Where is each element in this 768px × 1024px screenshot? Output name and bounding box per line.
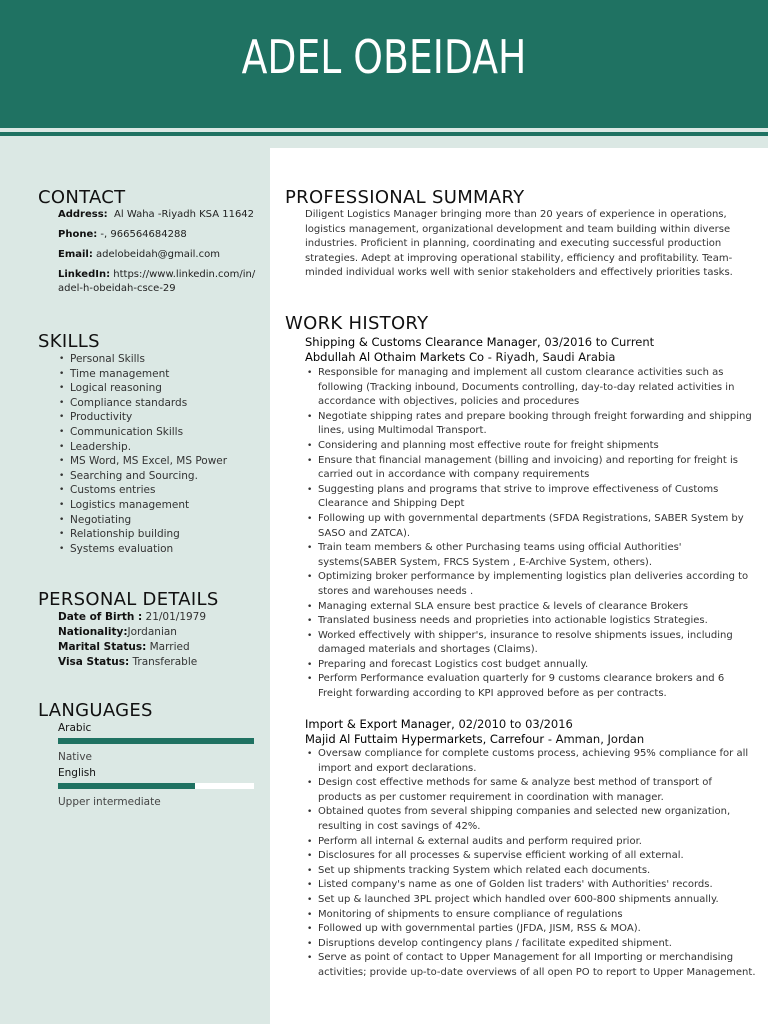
skill-item: • Logical reasoning <box>70 381 227 396</box>
skill-item: • Searching and Sourcing. <box>70 469 227 484</box>
duty-item: • Suggesting plans and programs that strive to improve effectiveness of Customs Clearance and Shipping Dept <box>318 483 756 512</box>
personal-heading: PERSONAL DETAILS <box>38 589 219 610</box>
visa-label: Visa Status: <box>58 656 130 668</box>
linkedin-link[interactable]: https://www.linkedin.com/in/adel-h-obeidah-csce-29 <box>58 269 256 294</box>
phone-label: Phone: <box>58 229 98 240</box>
contact-heading: CONTACT <box>38 187 126 208</box>
contact-phone <box>58 228 258 242</box>
skill-item: • Compliance standards <box>70 396 227 411</box>
job-company: Majid Al Futtaim Hypermarkets, Carrefour <box>305 732 545 746</box>
languages-heading: LANGUAGES <box>38 700 153 721</box>
marital-label: Marital Status: <box>58 641 147 653</box>
job-2-duties <box>318 747 756 981</box>
job-company: Abdullah Al Othaim Markets Co <box>305 350 485 364</box>
duty-item: • Responsible for managing and implement all custom clearance activities such as following (Tracking inbound, Documents controlling, day-to-day related activities in accordance with objectives, policies and procedures <box>318 366 756 410</box>
header-banner <box>0 0 768 128</box>
job-title: Shipping & Customs Clearance Manager, <box>305 335 541 349</box>
work-heading: WORK HISTORY <box>285 313 429 334</box>
nationality-label: Nationality: <box>58 626 128 638</box>
skills-heading: SKILLS <box>38 331 100 352</box>
duty-item: • Oversaw compliance for complete customs process, achieving 95% compliance for all import and export declarations. <box>318 747 756 776</box>
language-english <box>58 767 254 808</box>
skill-item: • Systems evaluation <box>70 542 227 557</box>
duty-item: • Set up & launched 3PL project which handled over 600-800 shipments annually. <box>318 893 756 908</box>
visa-row <box>58 655 206 670</box>
nationality-row <box>58 625 206 640</box>
dob-row <box>58 610 206 625</box>
skill-item: • Negotiating <box>70 513 227 528</box>
skills-list <box>70 352 227 556</box>
job-location: - Riyadh, Saudi Arabia <box>487 350 616 364</box>
language-arabic <box>58 722 254 763</box>
skill-item: • Communication Skills <box>70 425 227 440</box>
language-bar <box>58 783 254 789</box>
job-1-duties <box>318 366 756 702</box>
duty-item: • Managing external SLA ensure best practice & levels of clearance Brokers <box>318 600 756 615</box>
skill-item: • Time management <box>70 367 227 382</box>
linkedin-label: LinkedIn: <box>58 269 111 280</box>
duty-item: • Perform all internal & external audits and perform required prior. <box>318 835 756 850</box>
contact-address <box>58 208 258 222</box>
skill-item: • Customs entries <box>70 483 227 498</box>
duty-item: • Followed up with governmental parties (JFDA, JISM, RSS & MOA). <box>318 922 756 937</box>
duty-item: • Preparing and forecast Logistics cost budget annually. <box>318 658 756 673</box>
duty-item: • Translated business needs and proprieties into actionable logistics Strategies. <box>318 614 756 629</box>
marital-value: Married <box>149 641 190 653</box>
skill-item: • Personal Skills <box>70 352 227 367</box>
language-bar-fill <box>58 783 195 789</box>
email-label: Email: <box>58 249 93 260</box>
duty-item: • Perform Performance evaluation quarterly for 9 customs clearance brokers and 6 Freight forwarding according to KPI approved before as per contracts. <box>318 672 756 701</box>
duty-item: • Disclosures for all processes & supervise efficient working of all external. <box>318 849 756 864</box>
duty-item: • Considering and planning most effective route for freight shipments <box>318 439 756 454</box>
address-value: Al Waha -Riyadh KSA 11642 <box>114 209 255 220</box>
duty-item: • Set up shipments tracking System which related each documents. <box>318 864 756 879</box>
nationality-value: Jordanian <box>127 626 177 638</box>
header-divider-light-2 <box>0 136 768 148</box>
job-1-title-row <box>305 335 654 349</box>
language-level: Upper intermediate <box>58 796 161 808</box>
duty-item: • Train team members & other Purchasing teams using official Authorities' systems(SABER System, FRCS System , E-Archive System, others). <box>318 541 756 570</box>
visa-value: Transferable <box>132 656 198 668</box>
summary-text: Diligent Logistics Manager bringing more than 20 years of experience in operations, logistics management, organizational development and team building within diverse industries. Proficient in planning, coordinating and executing successful production strategies. Adept at improving operational stability, efficiency and profitability. Team-minded individual works well with senior stakeholders and effectively priorities tasks. <box>305 209 733 279</box>
personal-details <box>58 610 206 670</box>
contact-email <box>58 248 258 262</box>
duty-item: • Disruptions develop contingency plans / facilitate expedited shipment. <box>318 937 756 952</box>
duty-item: • Obtained quotes from several shipping companies and selected new organization, resulting in cost savings of 42%. <box>318 805 756 834</box>
dob-label: Date of Birth : <box>58 611 143 623</box>
duty-item: • Negotiate shipping rates and prepare booking through freight forwarding and shipping lines, using Multimodal Transport. <box>318 410 756 439</box>
job-location: - Amman, Jordan <box>547 732 645 746</box>
contact-linkedin <box>58 268 258 296</box>
marital-row <box>58 640 206 655</box>
duty-item: • Ensure that financial management (billing and invoicing) and reporting for freight is carried out in accordance with company requirements <box>318 454 756 483</box>
language-name: Arabic <box>58 722 92 734</box>
duty-item: • Monitoring of shipments to ensure compliance of regulations <box>318 908 756 923</box>
duty-item: • Listed company's name as one of Golden list traders' with Authorities' records. <box>318 878 756 893</box>
skill-item: • Leadership. <box>70 440 227 455</box>
job-2-company-row <box>305 732 644 746</box>
candidate-name: ADEL OBEIDAH <box>241 30 527 84</box>
skill-item: • Productivity <box>70 410 227 425</box>
job-2-title-row <box>305 717 573 731</box>
dob-value: 21/01/1979 <box>145 611 207 623</box>
skill-item: • MS Word, MS Excel, MS Power <box>70 454 227 469</box>
contact-block <box>58 208 258 302</box>
job-title: Import & Export Manager, <box>305 717 455 731</box>
language-name: English <box>58 767 96 779</box>
duty-item: • Design cost effective methods for same & analyze best method of transport of products as per customer requirement in coordination with manager. <box>318 776 756 805</box>
duty-item: • Following up with governmental departments (SFDA Registrations, SABER System by SASO and ZATCA). <box>318 512 756 541</box>
duty-item: • Serve as point of contact to Upper Management for all Importing or merchandising activities; provide up-to-date overviews of all open PO to report to Upper Management. <box>318 951 756 980</box>
job-dates: 02/2010 to 03/2016 <box>458 717 573 731</box>
language-bar <box>58 738 254 744</box>
email-link[interactable]: adelobeidah@gmail.com <box>96 249 220 260</box>
skill-item: • Logistics management <box>70 498 227 513</box>
summary-heading: PROFESSIONAL SUMMARY <box>285 187 525 208</box>
skill-item: • Relationship building <box>70 527 227 542</box>
language-bar-fill <box>58 738 254 744</box>
duty-item: • Worked effectively with shipper's, insurance to resolve shipments issues, including damaged materials and shortages (Claims). <box>318 629 756 658</box>
job-dates: 03/2016 to Current <box>544 335 655 349</box>
job-1-company-row <box>305 350 615 364</box>
phone-value: -, 966564684288 <box>100 229 187 240</box>
language-level: Native <box>58 751 92 763</box>
duty-item: • Optimizing broker performance by implementing logistics plan deliveries according to stores and warehouses needs . <box>318 570 756 599</box>
address-label: Address: <box>58 209 108 220</box>
